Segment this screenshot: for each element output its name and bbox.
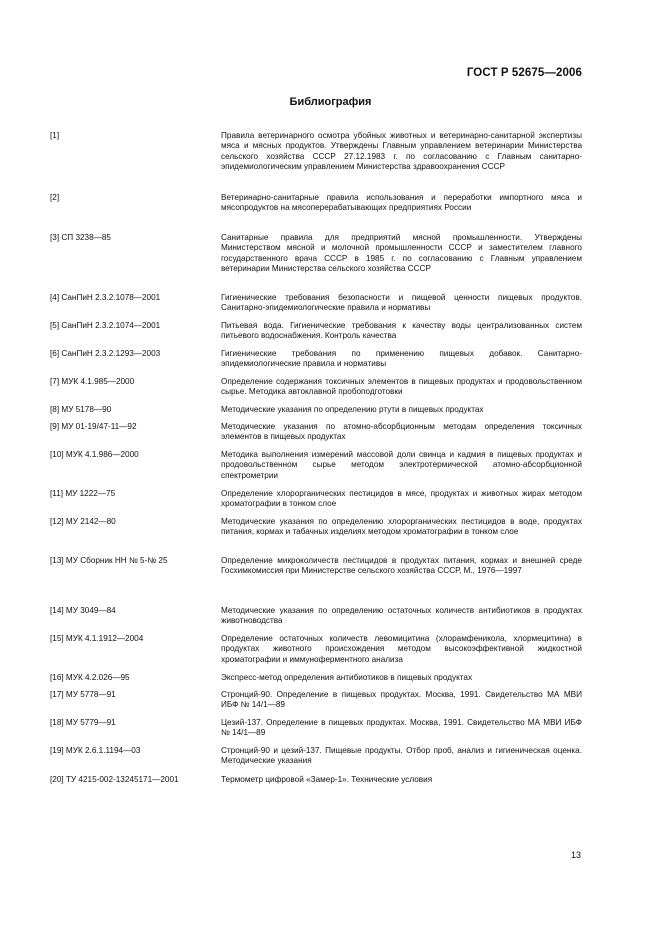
entry-reference: [10] МУК 4.1.986—2000 xyxy=(50,450,139,459)
entry-description: Определение содержания токсичных элементов в пищевых продуктах и продовольственном сырье. Методика автоклавной пробоподготовки xyxy=(221,377,582,397)
entry-description: Цезий-137. Определение в пищевых продуктах. Москва, 1991. Свидетельство МА МВИ ИБФ № 14/1—89 xyxy=(221,718,582,738)
page-title: Библиография xyxy=(289,96,372,108)
entry-description: Методика выполнения измерений массовой доли свинца и кадмия в пищевых продуктах и продовольственном сырье методом электротермической атомно-абсорбционной спектрометрии xyxy=(221,450,582,480)
entry-reference: [2] xyxy=(50,193,60,202)
entry-description: Гигиенические требования по применению пищевых добавок. Санитарно-эпидемиологические правила и нормативы xyxy=(221,349,582,369)
page-number: 13 xyxy=(570,850,581,860)
entry-reference: [7] МУК 4.1.985—2000 xyxy=(50,377,135,386)
entry-reference: [9] МУ 01-19/47-11—92 xyxy=(50,422,137,431)
entry-description: Термометр цифровой «Замер-1». Технические условия xyxy=(221,775,433,784)
entry-reference: [11] МУ 1222—75 xyxy=(50,489,116,498)
entry-description: Гигиенические требования безопасности и пищевой ценности пищевых продуктов. Санитарно-эпидемиологические правила и нормативы xyxy=(221,293,582,313)
entry-description: Правила ветеринарного осмотра убойных животных и ветеринарно-санитарной экспертизы мяса и мясных продуктов. Утверждены Главным управлением ветеринарии Министерства сельского хозяйства СССР 27.12.1983 г. по согласованию с Главным санитарно-эпидемиологическим управлением Министерства здравоохранения СССР xyxy=(221,131,582,172)
entry-description: Стронций-90 и цезий-137. Пищевые продукты. Отбор проб, анализ и гигиеническая оценка. Методические указания xyxy=(221,746,582,766)
entry-reference: [16] МУК 4.2.026—95 xyxy=(50,673,130,682)
entry-reference: [14] МУ 3049—84 xyxy=(50,606,116,615)
entry-description: Определение остаточных количеств левомицитина (хлорамфеникола, хлормецитина) в продуктах животного происхождения методом высокоэффективной жидкостной хроматографии и иммуноферментного анализа xyxy=(221,634,582,664)
entry-description: Питьевая вода. Гигиенические требования к качеству воды централизованных систем питьевого водоснабжения. Контроль качества xyxy=(221,321,582,341)
entry-reference: [12] МУ 2142—80 xyxy=(50,517,116,526)
document-code: ГОСТ Р 52675—2006 xyxy=(466,67,582,79)
entry-description: Экспресс-метод определения антибиотиков в пищевых продуктах xyxy=(221,673,473,682)
entry-reference: [20] ТУ 4215-002-13245171—2001 xyxy=(50,775,179,784)
entry-description: Стронций-90. Определение в пищевых продуктах. Москва, 1991. Свидетельство МА МВИ ИБФ № 14/1—89 xyxy=(221,690,582,710)
entry-description: Методические указания по атомно-абсорбционным методам определения токсичных элементов в пищевых продуктах xyxy=(221,422,582,442)
entry-description: Санитарные правила для предприятий мясной промышленности. Утверждены Министерством мясной и молочной промышленности СССР и заместителем главного государственного врача СССР в 1985 г. по согласованию с Главным управлением ветеринарии Министерства сельского хозяйства СССР xyxy=(221,233,582,274)
entry-description: Определение хлорорганических пестицидов в мясе, продуктах и животных жирах методом хроматографии в тонком слое xyxy=(221,489,582,509)
entry-reference: [13] МУ Сборник НН № 5-№ 25 xyxy=(50,556,168,565)
entry-reference: [4] СанПиН 2.3.2.1078—2001 xyxy=(50,293,161,302)
entry-description: Методические указания по определению остаточных количеств антибиотиков в продуктах животноводства xyxy=(221,606,582,626)
entry-reference: [1] xyxy=(50,131,60,140)
entry-reference: [3] СП 3238—85 xyxy=(50,233,111,242)
entry-reference: [19] МУК 2.6.1.1194—03 xyxy=(50,746,141,755)
entry-description: Методические указания по определению ртути в пищевых продуктах xyxy=(221,405,484,414)
entry-reference: [8] МУ 5178—90 xyxy=(50,405,112,414)
entry-reference: [6] СанПиН 2.3.2.1293—2003 xyxy=(50,349,161,358)
entry-description: Методические указания по определению хлорорганических пестицидов в воде, продуктах питания, кормах и табачных изделиях методом хроматографии в тонком слое xyxy=(221,517,582,537)
entry-reference: [18] МУ 5779—91 xyxy=(50,718,116,727)
entry-reference: [5] СанПиН 2.3.2.1074—2001 xyxy=(50,321,161,330)
entry-description: Определение микроколичеств пестицидов в продуктах питания, кормах и внешней среде Госхимкомиссия при Министерстве сельского хозяйства СССР, М., 1976—1997 xyxy=(221,556,582,576)
entry-description: Ветеринарно-санитарные правила использования и переработки импортного мяса и мясопродуктов на мясоперерабатывающих предприятиях России xyxy=(221,193,582,213)
entry-reference: [17] МУ 5778—91 xyxy=(50,690,116,699)
entry-reference: [15] МУК 4.1.1912—2004 xyxy=(50,634,144,643)
